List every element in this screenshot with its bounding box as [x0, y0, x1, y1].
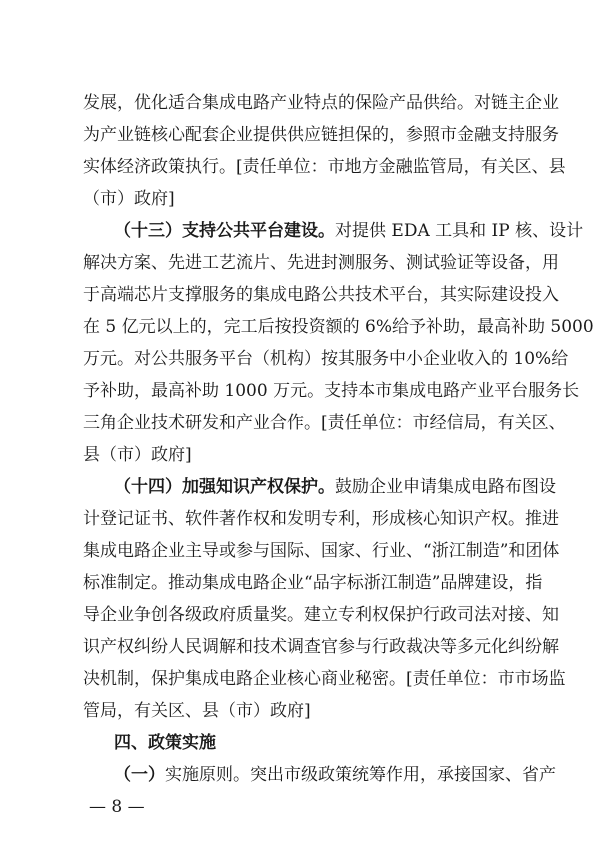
paragraph-line: 导企业争创各级政府质量奖。建立专利权保护行政司法对接、知 — [83, 605, 559, 625]
paragraph-line: 予补助，最高补助 1000 万元。支持本市集成电路产业平台服务长 — [83, 381, 580, 401]
clause-heading: （十三）支持公共平台建设。 — [114, 221, 335, 241]
paragraph-line: 在 5 亿元以上的，完工后按投资额的 6%给予补助，最高补助 5000 — [83, 317, 594, 337]
paragraph-line: 计登记证书、软件著作权和发明专利，形成核心知识产权。推进 — [83, 509, 559, 529]
paragraph-line: 集成电路企业主导或参与国际、国家、行业、“浙江制造”和团体 — [83, 541, 560, 561]
paragraph-line: 决机制，保护集成电路企业核心商业秘密。[责任单位：市市场监 — [83, 669, 566, 689]
paragraph-line: （市）政府] — [83, 189, 175, 209]
paragraph-line: 识产权纠纷人民调解和技术调查官参与行政裁决等多元化纠纷解 — [83, 637, 559, 657]
paragraph-line: 管局，有关区、县（市）政府] — [83, 701, 311, 721]
paragraph-line: 标准制定。推动集成电路企业“品字标浙江制造”品牌建设，指 — [83, 573, 543, 593]
clause-heading: （一） — [114, 765, 165, 785]
paragraph-line: 为产业链核心配套企业提供供应链担保的，参照市金融支持服务 — [83, 125, 559, 145]
paragraph-line: 县（市）政府] — [83, 445, 192, 465]
section-heading: 四、政策实施 — [114, 733, 216, 753]
paragraph-line: 发展，优化适合集成电路产业特点的保险产品供给。对链主企业 — [83, 93, 559, 113]
paragraph-line: （十四）加强知识产权保护。鼓励企业申请集成电路布图设 — [114, 477, 556, 497]
page-number: — 8 — — [89, 797, 145, 817]
paragraph-line: 万元。对公共服务平台（机构）按其服务中小企业收入的 10%给 — [83, 349, 569, 369]
clause-heading: （十四）加强知识产权保护。 — [114, 477, 335, 497]
paragraph-line: （十三）支持公共平台建设。对提供 EDA 工具和 IP 核、设计 — [114, 221, 584, 241]
paragraph-line: 于高端芯片支撑服务的集成电路公共技术平台，其实际建设投入 — [83, 285, 559, 305]
paragraph-line: 实体经济政策执行。[责任单位：市地方金融监管局，有关区、县 — [83, 157, 566, 177]
paragraph-line: 解决方案、先进工艺流片、先进封测服务、测试验证等设备，用 — [83, 253, 559, 273]
paragraph-line: 三角企业技术研发和产业合作。[责任单位：市经信局，有关区、 — [83, 413, 566, 433]
paragraph-line: （一）实施原则。突出市级政策统筹作用，承接国家、省产 — [114, 765, 556, 785]
